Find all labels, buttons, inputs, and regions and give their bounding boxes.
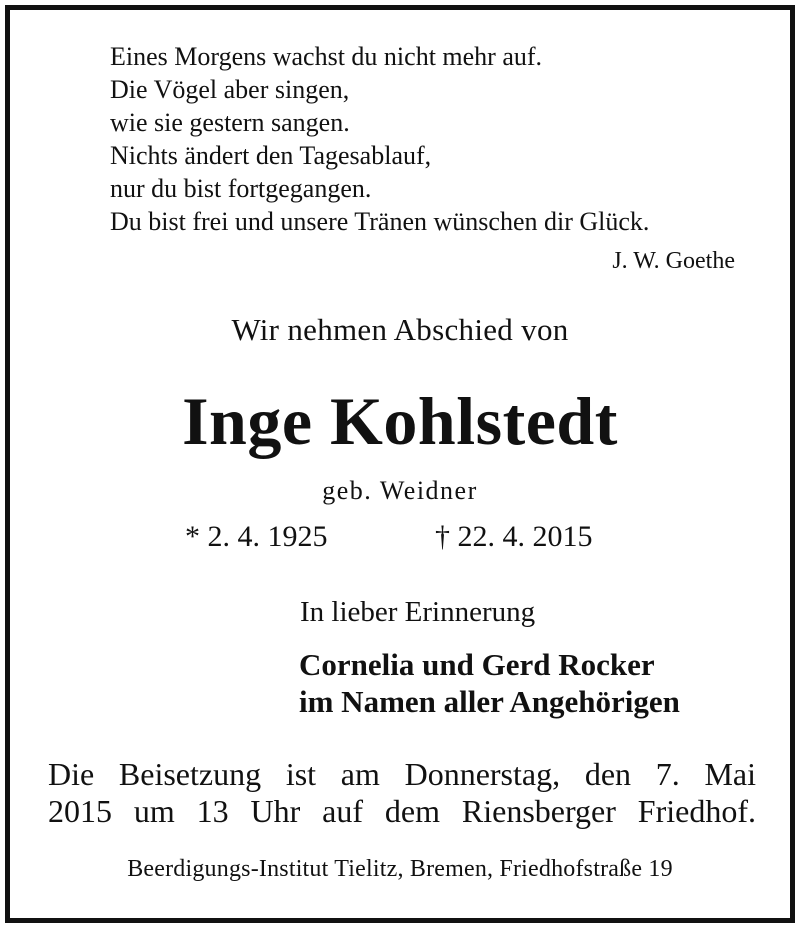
funeral-line: 2015 um 13 Uhr auf dem Riensberger Friedhof.: [48, 793, 756, 829]
poem-line: wie sie gestern sangen.: [110, 108, 350, 137]
funeral-line: Die Beisetzung ist am Donnerstag, den 7. Mai: [48, 756, 756, 792]
poem-line: Nichts ändert den Tagesablauf,: [110, 141, 432, 170]
birth-name: geb. Weidner: [322, 476, 478, 505]
signer-line: Cornelia und Gerd Rocker: [299, 647, 655, 682]
poem-line: Du bist frei und unsere Tränen wünschen dir Glück.: [110, 207, 650, 236]
funeral-info: [48, 756, 756, 830]
deceased-name: Inge Kohlstedt: [182, 383, 618, 459]
poem-line: Eines Morgens wachst du nicht mehr auf.: [110, 42, 543, 71]
funeral-home: Beerdigungs-Institut Tielitz, Bremen, Friedhofstraße 19: [127, 856, 673, 882]
poem-line: nur du bist fortgegangen.: [110, 174, 372, 203]
birth-date: * 2. 4. 1925: [185, 520, 328, 553]
farewell-intro: Wir nehmen Abschied von: [231, 312, 569, 347]
signers: [299, 646, 680, 720]
poem-line: Die Vögel aber singen,: [110, 75, 350, 104]
memory-line: In lieber Erinnerung: [300, 596, 536, 628]
signer-line: im Namen aller Angehörigen: [299, 684, 680, 719]
poem: [110, 40, 750, 238]
death-date: † 22. 4. 2015: [435, 520, 593, 553]
poem-author: J. W. Goethe: [612, 248, 735, 274]
